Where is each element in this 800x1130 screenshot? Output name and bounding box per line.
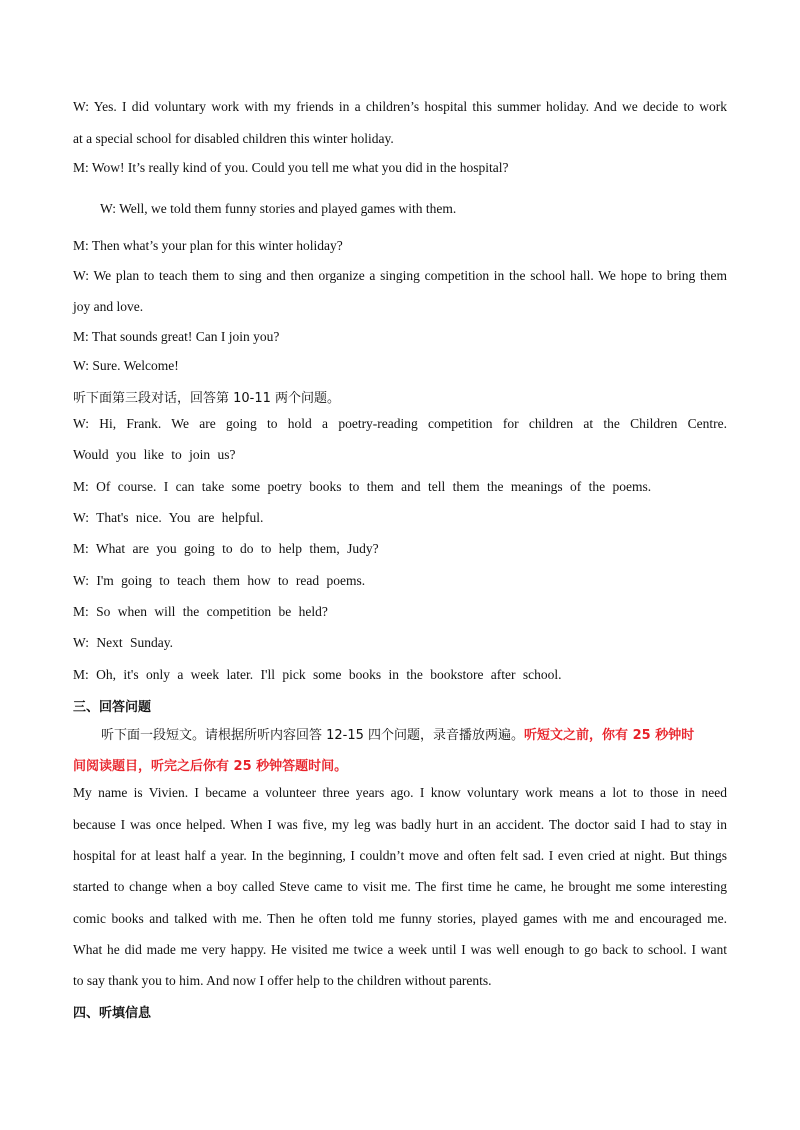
dialog2-line: joy and love.	[73, 299, 144, 314]
dialog3-line: M: Of course. I can take some poetry books to them and tell them the meanings of the poems.	[73, 479, 652, 494]
dialog3-line: M: What are you going to do to help them, Judy?	[73, 541, 379, 556]
section4-title: 四、听填信息	[73, 1006, 152, 1021]
dialog3-line: M: Oh, it's only a week later. I'll pick some books in the bookstore after school.	[73, 667, 562, 682]
dialog2-line: W: Well, we told them funny stories and played games with them.	[100, 201, 457, 216]
dialog2-line: W: We plan to teach them to sing and then organize a singing competition in the school hall. We hope to bring them	[73, 268, 727, 283]
dialog3-line: W: I'm going to teach them how to read poems.	[73, 573, 366, 588]
passage-line: started to change when a boy called Steve came to visit me. The first time he came, he brought me some interesting	[73, 879, 727, 894]
passage-line: My name is Vivien. I became a volunteer three years ago. I know voluntary work means a lot to those in need	[73, 785, 727, 800]
dialog2-line: M: Then what’s your plan for this winter holiday?	[73, 238, 343, 253]
instruction-red: 听短文之前，你有 25 秒钟时	[524, 728, 695, 743]
section3-instruction	[101, 724, 694, 743]
dialog2-line: at a special school for disabled children this winter holiday.	[73, 131, 394, 146]
dialog3-line: Would you like to join us?	[73, 447, 236, 462]
passage-line: because I was once helped. When I was five, my leg was badly hurt in an accident. The doctor said I had to stay in	[73, 817, 727, 832]
dialog2-line: W: Sure. Welcome!	[73, 358, 179, 373]
instruction-plain: 听下面一段短文。请根据所听内容回答 12-15 四个问题，录音播放两遍。	[101, 728, 525, 743]
passage-line: to say thank you to him. And now I offer help to the children without parents.	[73, 973, 492, 988]
dialog3-line: W: Hi, Frank. We are going to hold a poetry-reading competition for children at the Children Centre.	[73, 416, 727, 431]
passage-line: What he did made me very happy. He visited me twice a week until I was well enough to go back to school. I want	[73, 942, 727, 957]
dialog3-line: W: Next Sunday.	[73, 635, 173, 650]
passage-line: hospital for at least half a year. In the beginning, I couldn’t move and often felt sad. I even cried at night. But things	[73, 848, 727, 863]
dialog3-heading: 听下面第三段对话，回答第 10-11 两个问题。	[73, 391, 341, 406]
dialog2-line: M: Wow! It’s really kind of you. Could you tell me what you did in the hospital?	[73, 160, 509, 175]
section3-title: 三、回答问题	[73, 700, 152, 715]
dialog2-line: M: That sounds great! Can I join you?	[73, 329, 280, 344]
passage-line: comic books and talked with me. Then he often told me funny stories, played games with me and encouraged me.	[73, 911, 727, 926]
instruction-red-continued: 间阅读题目，听完之后你有 25 秒钟答题时间。	[73, 759, 348, 774]
dialog3-line: M: So when will the competition be held?	[73, 604, 328, 619]
dialog2-line: W: Yes. I did voluntary work with my friends in a children’s hospital this summer holiday. And we decide to work	[73, 99, 727, 114]
dialog3-line: W: That's nice. You are helpful.	[73, 510, 264, 525]
